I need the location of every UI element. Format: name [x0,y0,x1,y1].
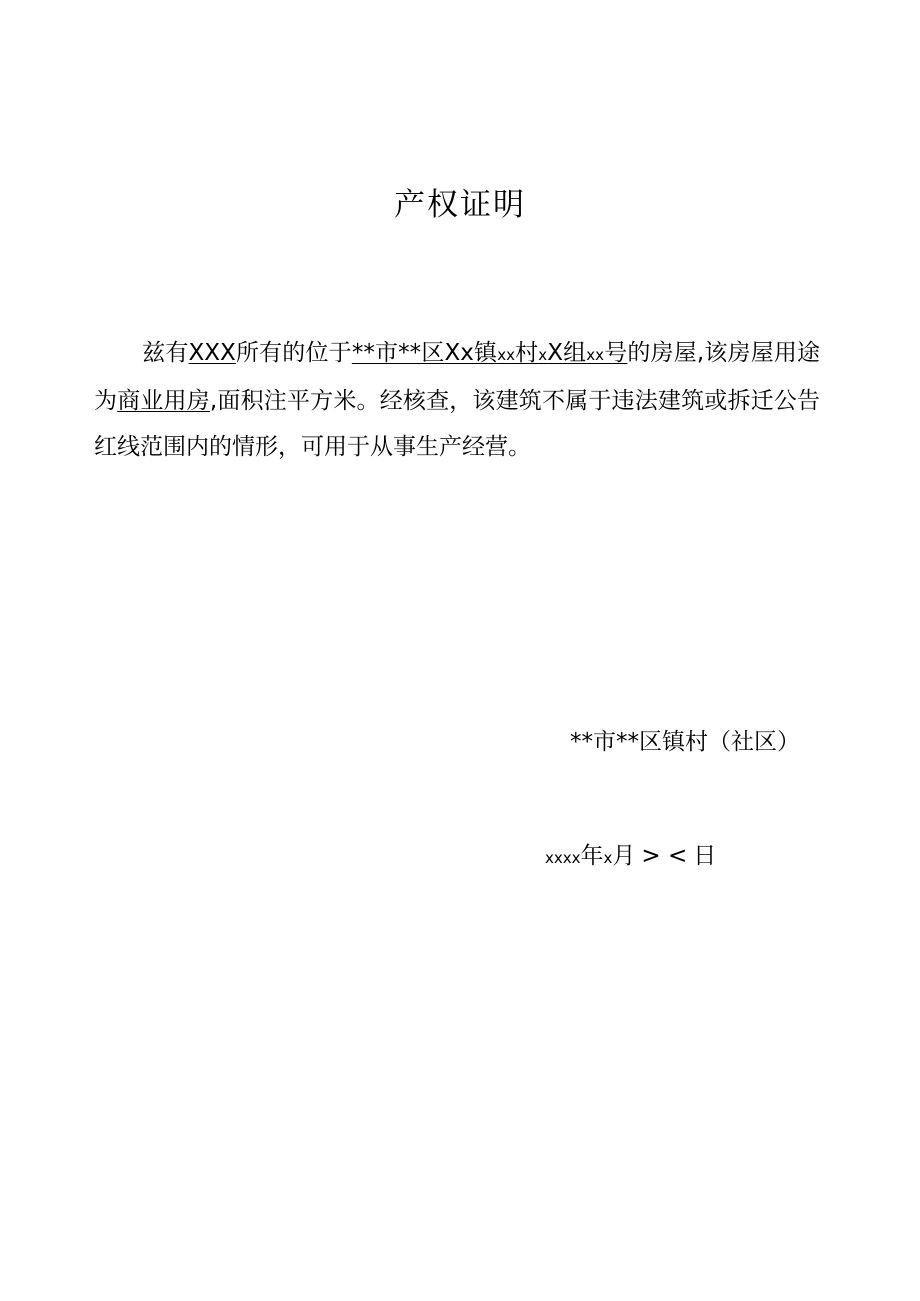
property-address-field [352,340,628,366]
address-village: 村 [514,340,539,366]
certificate-body [94,330,820,470]
property-usage-field: 商业用房 [117,388,210,414]
address-group: X组 [547,340,587,366]
date-month-label: 月 [612,843,636,869]
address-house: 号 [604,340,628,366]
address-group-number: x [538,346,548,364]
issue-date [545,836,716,878]
address-town: Xx镇 [444,340,498,366]
body-after-address: 的房屋,该房屋用途为 [94,340,821,414]
issuing-authority: **市**区镇村（社区） [570,729,800,755]
date-day-label: 日 [693,843,717,869]
address-village-number: xx [497,346,515,364]
document-title: 产权证明 [394,187,526,223]
body-after-owner: 所有的位于 [235,340,352,366]
body-lead: 兹有 [142,340,189,366]
owner-name-field: XXX [188,340,236,366]
date-year-placeholder: xxxx [545,849,581,867]
date-month-placeholder: x [603,849,613,867]
address-city-district: **市**区 [351,340,445,366]
body-after-usage: ,面积注平方米。经核查，该建筑不属于违法建筑或拆迁公告红线范围内的情形，可用于从事生产经营。 [94,388,821,460]
date-year-label: 年 [580,843,604,869]
address-house-number: xx [586,346,605,364]
date-day-placeholder: > < [641,843,688,869]
